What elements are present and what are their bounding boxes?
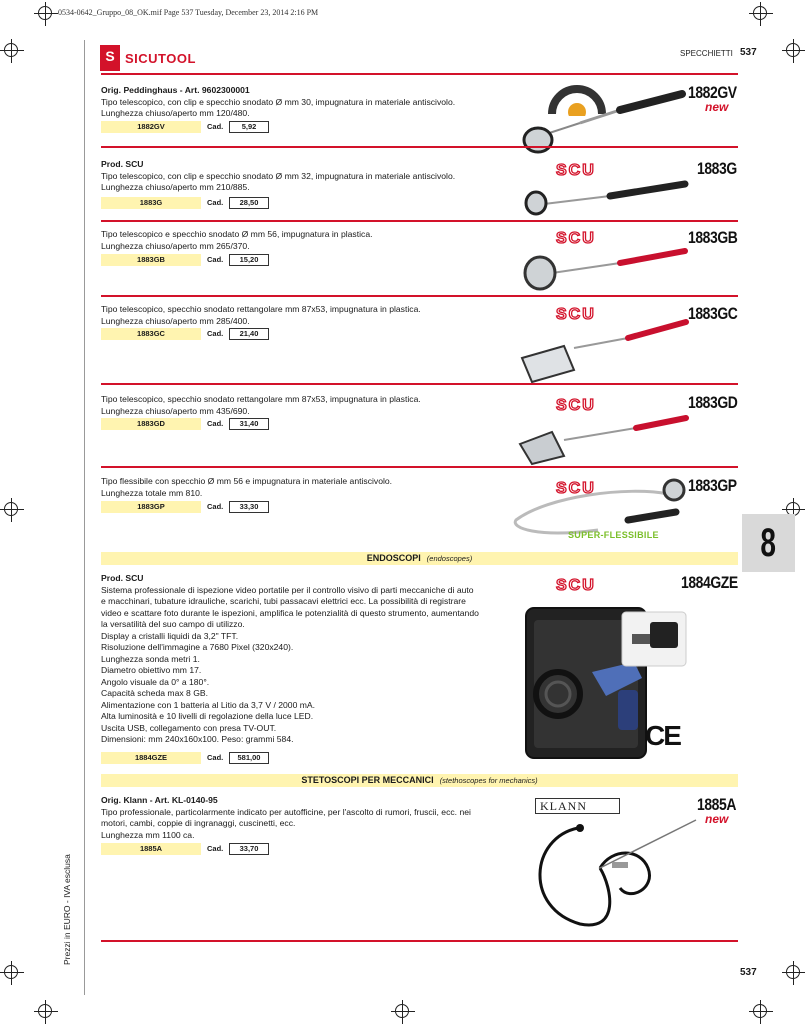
category-bar-stethoscopes: [101, 774, 738, 787]
print-header: 0534-0642_Gruppo_08_OK.mif Page 537 Tuesday, December 23, 2014 2:16 PM: [58, 8, 319, 17]
product-description: Tipo telescopico, specchio snodato rettangolare mm 87x53, impugnatura in plastica.: [101, 394, 421, 404]
product-description: Tipo telescopico e specchio snodato Ø mm 56, impugnatura in plastica.: [101, 229, 373, 239]
scu-brand-logo: SCU: [556, 306, 596, 323]
registration-mark-icon: [4, 502, 18, 516]
chapter-number: 8: [760, 521, 777, 565]
product-1882gv: [101, 85, 521, 120]
price: 581,00: [229, 752, 269, 764]
product-description: Lunghezza chiuso/aperto mm 265/370.: [101, 240, 250, 251]
price: 33,70: [229, 843, 269, 855]
product-code-heading: 1883G: [697, 159, 737, 178]
section-divider: [101, 466, 738, 468]
product-1883gc: [101, 304, 521, 327]
product-code-heading: 1883GC: [688, 304, 738, 323]
telescopic-mirror-1883gb-image: [520, 245, 690, 295]
product-description: Display a cristalli liquidi da 3,2" TFT.: [101, 630, 239, 641]
product-code-heading: 1883GB: [688, 228, 738, 247]
price: 21,40: [229, 328, 269, 340]
product-1883g: [101, 159, 521, 194]
product-1883gp: [101, 476, 521, 499]
product-description: Risoluzione dell'immagine a 7680 Pixel (320x240).: [101, 642, 294, 652]
product-description: Lunghezza chiuso/aperto mm 120/480.: [101, 108, 250, 118]
product-code-heading: 1883GD: [688, 393, 738, 412]
product-description: motori, cambi, coppie di ingranaggi, cuscinetti, ecc.: [101, 818, 296, 828]
registration-mark-icon: [395, 1004, 409, 1018]
product-code-heading: 1883GP: [688, 476, 737, 495]
scu-brand-logo: SCU: [556, 397, 596, 414]
category-title: STETOSCOPI PER MECCANICI: [301, 775, 434, 785]
price: 31,40: [229, 418, 269, 430]
super-flexible-badge: SUPER-FLESSIBILE: [568, 530, 659, 540]
article-code: 1883GB: [101, 254, 201, 266]
product-description: Lunghezza chiuso/aperto mm 435/690.: [101, 405, 250, 416]
product-description: Lunghezza chiuso/aperto mm 210/885.: [101, 182, 250, 192]
product-description: Lunghezza mm 1100 ca.: [101, 829, 195, 840]
stethoscope-image: [520, 818, 700, 934]
product-origin: Prod. SCU: [101, 573, 144, 583]
footer-divider: [101, 940, 738, 942]
page-number-top: 537: [740, 47, 757, 58]
product-description: Dimensioni: mm 240x160x100. Peso: grammi 584.: [101, 734, 294, 744]
unit-label: Cad.: [207, 198, 224, 207]
product-description: la versatilità del suo campo di utilizzo.: [101, 619, 245, 629]
scu-brand-logo: SCU: [556, 162, 596, 179]
new-badge: new: [705, 100, 729, 114]
product-code-heading: 1884GZE: [681, 573, 738, 592]
unit-label: Cad.: [207, 255, 224, 264]
product-description: Lunghezza sonda metri 1.: [101, 653, 200, 664]
product-description: Tipo professionale, particolarmente indicato per autofficine, per l'ascolto di rumori, fruscii, ecc. nei: [101, 806, 471, 817]
registration-mark-icon: [4, 43, 18, 57]
registration-mark-icon: [4, 965, 18, 979]
product-description: Alimentazione con 1 batteria al Litio da 3,7 V / 2000 mA.: [101, 699, 316, 710]
article-code: 1883GC: [101, 328, 201, 340]
ce-mark: CE: [645, 720, 680, 751]
registration-mark-icon: [753, 1004, 767, 1018]
category-title: ENDOSCOPI: [366, 553, 421, 563]
telescopic-mirror-1883g-image: [520, 178, 690, 218]
product-origin: Orig. Klann - Art. KL-0140-95: [101, 795, 218, 805]
telescopic-mirror-1883gd-image: [516, 410, 690, 466]
price: 15,20: [229, 254, 269, 266]
product-origin: Prod. SCU: [101, 159, 144, 169]
section-divider: [101, 146, 738, 148]
section-label: SPECCHIETTI: [680, 49, 733, 58]
registration-mark-icon: [38, 6, 52, 20]
new-badge: new: [705, 812, 729, 826]
product-description: Tipo flessibile con specchio Ø mm 56 e impugnatura in materiale antiscivolo.: [101, 476, 393, 486]
scu-brand-logo: SCU: [556, 230, 596, 247]
brand-name: SICUTOOL: [125, 51, 196, 66]
unit-label: Cad.: [207, 419, 224, 428]
product-1884gze: [101, 573, 516, 746]
product-description: Sistema professionale di ispezione video portatile per il controllo visivo di parti meccaniche di auto: [101, 584, 474, 595]
article-code: 1883G: [101, 197, 201, 209]
header-divider: [101, 73, 738, 75]
article-code: 1884GZE: [101, 752, 201, 764]
product-description: Uscita USB, collegamento con presa TV-OUT.: [101, 722, 277, 733]
category-subtitle: (endoscopes): [426, 554, 473, 563]
unit-label: Cad.: [207, 502, 224, 511]
article-code: 1883GD: [101, 418, 201, 430]
product-description: Diametro obiettivo mm 17.: [101, 665, 202, 675]
registration-mark-icon: [786, 965, 800, 979]
unit-label: Cad.: [207, 329, 224, 338]
product-description: Lunghezza chiuso/aperto mm 285/400.: [101, 315, 250, 326]
scu-brand-logo: SCU: [556, 577, 596, 594]
product-1883gd: [101, 394, 521, 417]
section-divider: [101, 220, 738, 222]
article-code: 1882GV: [101, 121, 201, 133]
product-description: Angolo visuale da 0° a 180°.: [101, 676, 210, 687]
product-description: Tipo telescopico, specchio snodato rettangolare mm 87x53, impugnatura in plastica.: [101, 304, 421, 314]
registration-mark-icon: [786, 43, 800, 57]
registration-mark-icon: [38, 1004, 52, 1018]
price: 5,92: [229, 121, 269, 133]
sicutool-logo-icon: S: [100, 45, 120, 71]
price: 33,30: [229, 501, 269, 513]
unit-label: Cad.: [207, 122, 224, 131]
section-divider: [101, 383, 738, 385]
telescopic-mirror-1883gc-image: [518, 318, 690, 384]
product-code-heading: 1885A: [697, 795, 737, 814]
product-description: e macchinari, tubature idrauliche, scarichi, tubi passacavi elettrici ecc. La possibilità di registrare: [101, 596, 466, 606]
registration-mark-icon: [753, 6, 767, 20]
unit-label: Cad.: [207, 844, 224, 853]
page-number-bottom: 537: [740, 967, 757, 978]
product-description: Capacità scheda max 8 GB.: [101, 688, 208, 698]
klann-brand-logo: KLANN: [535, 798, 620, 814]
left-margin-rule: [84, 40, 85, 995]
price-note: Prezzi in EURO - IVA esclusa: [62, 854, 72, 965]
scu-brand-logo: SCU: [556, 480, 596, 497]
category-subtitle: (stethoscopes for mechanics): [439, 776, 538, 785]
category-bar-endoscopes: [101, 552, 738, 565]
product-description: video e scattare foto durante le ispezioni, amplifica le potenzialità di questo strumento, aumentando: [101, 607, 479, 618]
product-description: Alta luminosità e 10 livelli di regolazione della luce LED.: [101, 711, 314, 721]
product-1885a: [101, 795, 516, 841]
product-code-heading: 1882GV: [688, 83, 737, 102]
price: 28,50: [229, 197, 269, 209]
product-1883gb: [101, 229, 521, 252]
product-description: Tipo telescopico, con clip e specchio snodato Ø mm 30, impugnatura in materiale antiscivolo.: [101, 96, 456, 107]
unit-label: Cad.: [207, 753, 224, 762]
product-origin: Orig. Peddinghaus - Art. 9602300001: [101, 85, 250, 95]
article-code: 1885A: [101, 843, 201, 855]
product-description: Lunghezza totale mm 810.: [101, 487, 203, 498]
article-code: 1883GP: [101, 501, 201, 513]
product-description: Tipo telescopico, con clip e specchio snodato Ø mm 32, impugnatura in materiale antiscivolo.: [101, 170, 456, 181]
section-divider: [101, 295, 738, 297]
chapter-tab: [742, 514, 795, 572]
